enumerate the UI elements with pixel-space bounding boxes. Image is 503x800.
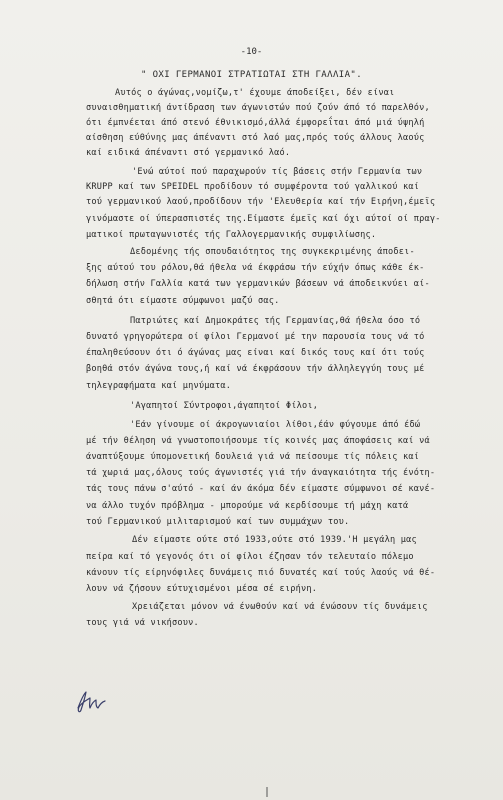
- text-line: Αυτός ο άγώνας,νομίζω,τ' έχουμε άποδείξει, δέν είναι: [115, 88, 395, 98]
- text-line: έπαληθεύσουν ότι ό άγώνας μας είναι καί δικός τους καί ότι τούς: [86, 348, 425, 358]
- text-line: βοηθά στόν άγώνα τους,ή καί νά έκφράσουν τήν άλληλεγγύη τους μέ: [86, 364, 425, 374]
- text-line: Δέν είμαστε ούτε στό 1933,ούτε στό 1939.'Η μεγάλη μας: [132, 535, 417, 545]
- text-line: KRUPP καί των SPEIDEL προδίδουν τό συμφέροντα τού γαλλικού καί: [86, 182, 420, 192]
- text-line: πείρα καί τό γεγονός ότι οί φίλοι έζησαν τόν τελευταίο πόλεμο: [86, 552, 414, 562]
- text-line: Χρειάζεται μόνον νά ένωθούν καί νά ένώσουν τίς δυνάμεις: [132, 602, 428, 612]
- text-line: ξης αύτού του ρόλου,θά ήθελα νά έκφράσω τήν εύχήν όπως κάθε έκ-: [86, 263, 425, 273]
- text-line: καί ειδικά άπέναντι στό γερμανικό λαό.: [86, 148, 291, 158]
- text-line: 'Εάν γίνουμε οί άκρογωνιαίοι λίθοι,έάν φύγουμε άπό έδώ: [130, 420, 421, 430]
- text-line: 'Αγαπητοί Σύντροφοι,άγαπητοί Φίλοι,: [130, 401, 319, 411]
- text-line: γινόμαστε οί ύπερασπιστές της.Είμαστε έμεϊς καί όχι αύτοί οί πραγ-: [86, 214, 441, 224]
- text-line: κάνουν τίς είρηνόφιλες δυνάμεις πιό δυνατές καί τούς λαούς νά θέ-: [86, 568, 436, 578]
- text-line: άναπτύξουμε ύπομονετική δουλειά γιά νά πείσουμε τίς πόλεις καί: [86, 452, 420, 462]
- page-mark: [262, 786, 272, 798]
- text-line: να άλλο τυχόν πρόβλημα - μπορούμε νά κερδίσουμε τή μάχη κατά: [86, 501, 409, 511]
- text-line: μέ τήν θέληση νά γνωστοποιήσουμε τίς κοινές μας άποφάσεις καί νά: [86, 436, 430, 446]
- document-title: " ΟΧΙ ΓΕΡΜΑΝΟΙ ΣΤΡΑΤΙΩΤΑΙ ΣΤΗ ΓΑΛΛΙΑ".: [140, 70, 363, 80]
- text-line: τάς τους πάνω σ'αύτό - καί άν άκόμα δέν είμαστε σύμφωνοι σέ κανέ-: [86, 484, 436, 494]
- text-line: Πατριώτες καί Δημοκράτες τής Γερμανίας,θά ήθελα όσο τό: [130, 316, 421, 326]
- text-line: τηλεγραφήματα καί μηνύματα.: [86, 381, 232, 391]
- page-number: -10-: [240, 47, 263, 57]
- handwritten-signature: [72, 686, 112, 716]
- text-line: σθητά ότι είμαστε σύμφωνοι μαζύ σας.: [86, 296, 280, 306]
- text-line: δυνατό γρηγορώτερα οί φίλοι Γερμανοί μέ την παρουσία τους νά τό: [86, 332, 425, 342]
- text-line: τού γερμανικού λαού,προδίδουν τήν 'Ελευθερία καί τήν Ειρήνη,έμεϊς: [86, 197, 436, 207]
- text-line: τά χωριά μας,όλους τούς άγωνιστές γιά τήν άναγκαιότητα τής ένότη-: [86, 468, 436, 478]
- text-line: Δεδομένης τής σπουδαιότητος της συγκεκριμένης άποδει-: [130, 247, 415, 257]
- text-line: 'Ενώ αύτοί πού παραχωρούν τίς βάσεις στήν Γερμανία των: [132, 167, 423, 177]
- text-line: συναισθηματική άντίδραση των άγωνιστών πού ζούν άπό τό παρελθόν,: [86, 103, 430, 113]
- text-line: αίσθηση εύθύνης μας άπέναντι στό λαό μας,πρός τούς άλλους λαούς: [86, 133, 425, 143]
- text-line: δήλωση στήν Γαλλία κατά των γερμανικών βάσεων νά άποδεικνύει αί-: [86, 279, 430, 289]
- text-line: τού Γερμανικού μιλιταρισμού καί των συμμάχων του.: [86, 517, 350, 527]
- text-line: λουν νά ζήσουν εύτυχισμένοι μέσα σέ ειρήνη.: [86, 584, 318, 594]
- text-line: ότι έμπνέεται άπό στενό έθνικισμό,άλλά έμφορεΐται άπό μιά ύψηλή: [86, 118, 425, 128]
- text-line: τους γιά νά νικήσουν.: [86, 618, 199, 628]
- text-line: ματικοί πρωταγωνιστές τής Γαλλογερμανικής συμφιλίωσης.: [86, 230, 377, 240]
